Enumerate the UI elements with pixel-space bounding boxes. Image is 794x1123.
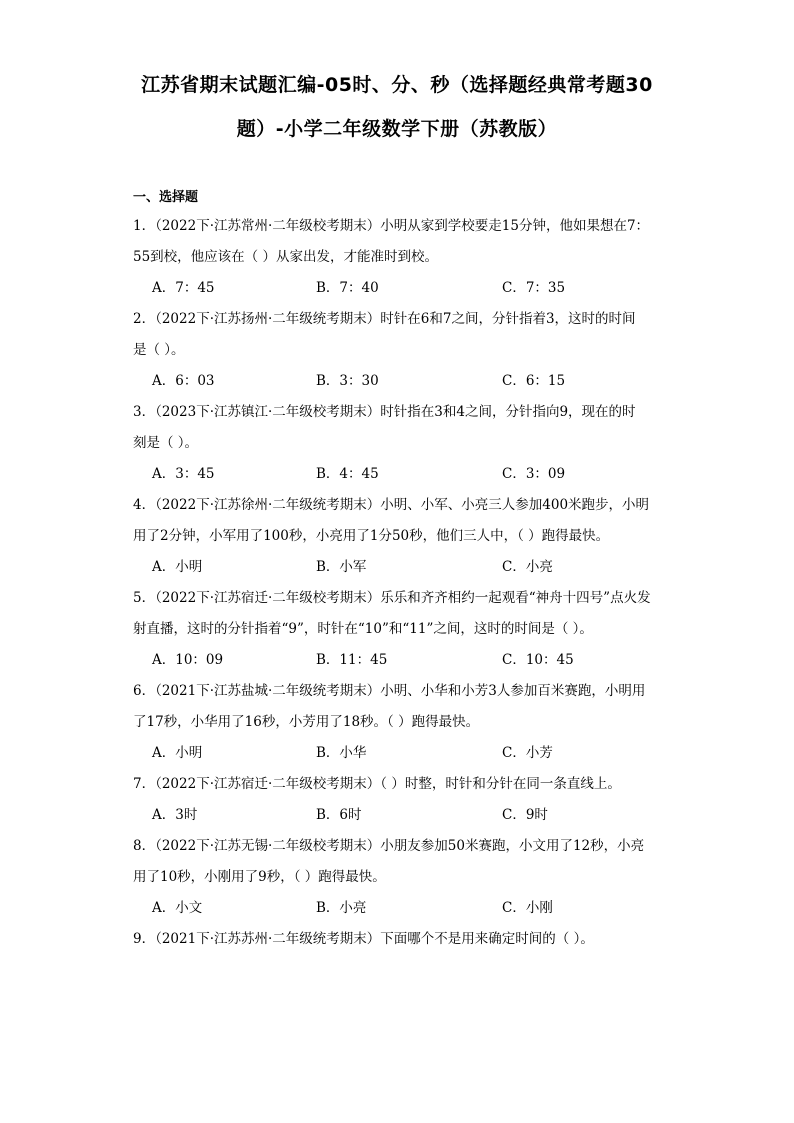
question-3-line-2: 刻是（ ）。 [133,435,199,451]
question-7-option-a: A．3时 [152,807,198,823]
question-4-line-1: 4．（2022下·江苏徐州·二年级统考期末）小明、小军、小亮三人参加400米跑步，小明 [133,497,650,513]
question-4-option-a: A．小明 [152,559,203,575]
question-6-option-b: B．小华 [316,745,367,761]
question-4-option-c: C．小亮 [502,559,553,575]
question-1-option-a: A．7：45 [152,280,215,296]
question-3-line-1: 3．（2023下·江苏镇江·二年级校考期末）时针指在3和4之间，分针指向9，现在的时 [133,404,636,420]
question-6-line-2: 了17秒，小华用了16秒，小芳用了18秒。（ ）跑得最快。 [133,714,480,730]
question-3-option-a: A．3：45 [152,466,215,482]
question-2-line-2: 是（ ）。 [133,342,185,358]
question-9-line-1: 9．（2021下·江苏苏州·二年级统考期末）下面哪个不是用来确定时间的（ ）。 [133,931,594,947]
question-1-line-1: 1．（2022下·江苏常州·二年级校考期末）小明从家到学校要走15分钟，他如果想在7： [133,218,650,234]
question-2-option-a: A．6：03 [152,373,215,389]
question-4-option-b: B．小军 [316,559,367,575]
question-4-line-2: 用了2分钟，小军用了100秒，小亮用了1分50秒，他们三人中，（ ）跑得最快。 [133,528,610,544]
question-8-option-a: A．小文 [152,900,203,916]
question-6-option-a: A．小明 [152,745,203,761]
question-5-line-2: 射直播，这时的分针指着“9”，时针在“10”和“11”之间，这时的时间是（ ）。 [133,621,593,637]
question-7-option-c: C．9时 [502,807,548,823]
question-8-line-2: 用了10秒，小刚用了9秒，（ ）跑得最快。 [133,869,386,885]
question-8-option-c: C．小刚 [502,900,553,916]
question-5-line-1: 5．（2022下·江苏宿迁·二年级校考期末）乐乐和齐齐相约一起观看“神舟十四号”点火发 [133,590,651,606]
document-title-line-2: 题）-小学二年级数学下册（苏教版） [236,118,558,140]
question-3-option-c: C．3：09 [502,466,566,482]
question-6-option-c: C．小芳 [502,745,553,761]
document-title-line-1: 江苏省期末试题汇编-05时、分、秒（选择题经典常考题30 [141,74,653,96]
section-heading: 一、选择题 [133,190,199,205]
question-3-option-b: B．4：45 [316,466,379,482]
question-6-line-1: 6．（2021下·江苏盐城·二年级统考期末）小明、小华和小芳3人参加百米赛跑，小明用 [133,683,646,699]
question-1-option-c: C．7：35 [502,280,566,296]
question-7-line-1: 7．（2022下·江苏宿迁·二年级校考期末）（ ）时整，时针和分针在同一条直线上。 [133,776,621,792]
question-5-option-b: B．11：45 [316,652,388,668]
question-7-option-b: B．6时 [316,807,362,823]
question-5-option-c: C．10：45 [502,652,574,668]
question-2-option-c: C．6：15 [502,373,566,389]
question-8-line-1: 8．（2022下·江苏无锡·二年级校考期末）小朋友参加50米赛跑，小文用了12秒，小亮 [133,838,645,854]
question-8-option-b: B．小亮 [316,900,367,916]
question-2-line-1: 2．（2022下·江苏扬州·二年级统考期末）时针在6和7之间，分针指着3，这时的时间 [133,311,636,327]
question-5-option-a: A．10：09 [152,652,224,668]
question-1-line-2: 55到校，他应该在（ ）从家出发，才能准时到校。 [133,249,438,265]
question-2-option-b: B．3：30 [316,373,379,389]
question-1-option-b: B．7：40 [316,280,379,296]
